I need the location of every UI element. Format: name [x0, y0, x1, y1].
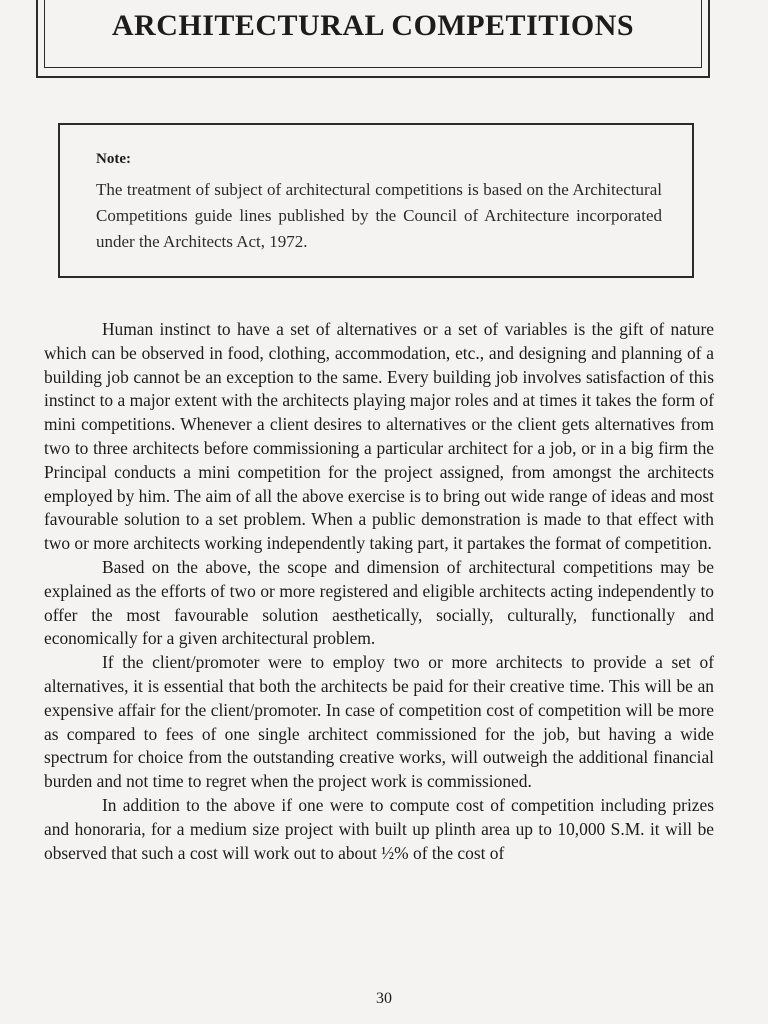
title-frame — [36, 0, 710, 78]
body-paragraph: In addition to the above if one were to compute cost of competition including prizes and honoraria, for a medium size project with built up plinth area up to 10,000 S.M. it will be observed that such a cost will work out to about ½% of the cost of — [44, 794, 714, 863]
page-number: 30 — [376, 990, 392, 1007]
note-box — [58, 123, 694, 278]
note-label: Note: — [96, 151, 131, 167]
title-frame-inner — [44, 0, 702, 68]
note-text: The treatment of subject of architectural competitions is based on the Architectural Competitions guide lines published by the Council of Architecture incorporated under the Architects Act, 1972. — [96, 180, 662, 251]
body-paragraph: Human instinct to have a set of alternatives or a set of variables is the gift of nature which can be observed in food, clothing, accommodation, etc., and designing and planning of a building job cannot be an exception to the same. Every building job involves satisfaction of this instinct to a major extent with the architects playing major roles and at times it takes the form of mini competitions. Whenever a client desires to alternatives or the client gets alternatives from two to three architects before commissioning a particular architect for a job, or in a big firm the Principal conducts a mini competition for the project assigned, from amongst the architects employed by him. The aim of all the above exercise is to bring out wide range of ideas and most favourable solution to a set problem. When a public demonstration is made to that effect with two or more architects working independently taking part, it partakes the format of competition. — [44, 319, 715, 554]
page-title: ARCHITECTURAL COMPETITIONS — [111, 8, 635, 42]
body-paragraph: If the client/promoter were to employ two or more architects to provide a set of alternatives, it is essential that both the architects be paid for their creative time. This will be an expensive affair for the client/promoter. In case of competition cost of competition will be more as compared to fees of one single architect commissioned for the job, but having a wide spectrum for choice from the outstanding creative works, will outweigh the additional financial burden and not time to regret when the project work is commissioned. — [44, 652, 714, 792]
body-paragraph: Based on the above, the scope and dimension of architectural competitions may be explained as the efforts of two or more registered and eligible architects acting independently to offer the most favourable solution aesthetically, socially, culturally, functionally and economically for a given architectural problem. — [44, 556, 714, 649]
body-text — [44, 318, 714, 865]
